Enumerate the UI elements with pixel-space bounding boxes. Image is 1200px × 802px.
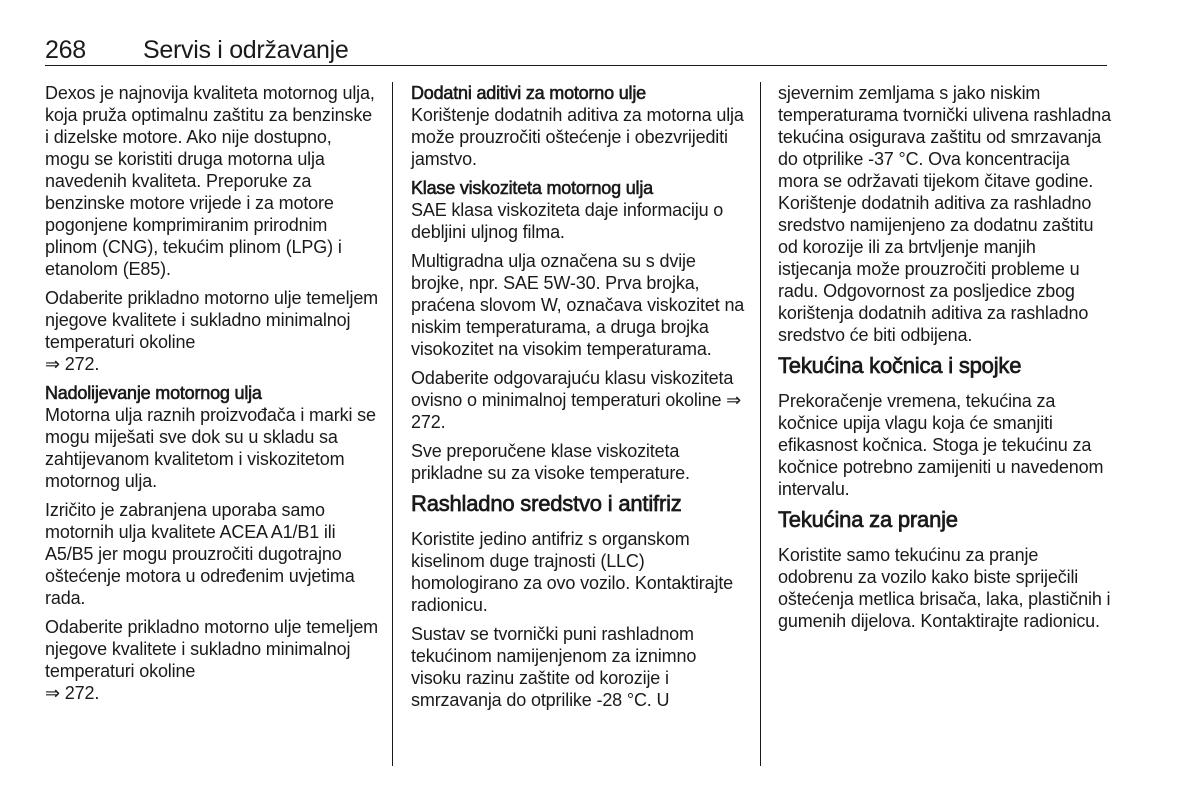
paragraph-northern-countries: sjevernim zemljama s jako niskim temperaturama tvornički ulivena rashladna tekućina osigurava zaštitu od smrzavanja do otprilike -37 °C. Ova koncentracija mora se održavati tijekom čitave godine. Korištenje dodatnih aditiva za rashladno sredstvo namijenjeno za dodatnu zaštitu od korozije ili za brtvljenje manjih istjecanja može prouzročiti probleme u radu. Odgovornost za posljedice zbog korištenja dodatnih aditiva za rashladno sredstvo će biti odbijena. (778, 83, 1112, 345)
column-2 (411, 82, 746, 718)
paragraph-llc: Koristite jedino antifriz s organskom kiselinom duge trajnosti (LLC) homologirano za ovo vozilo. Kontaktirajte radionicu. (411, 529, 734, 615)
column-3 (778, 82, 1113, 639)
paragraph-multigrade: Multigradna ulja označena su s dvije brojke, npr. SAE 5W-30. Prva brojka, praćena slovom W, označava viskozitet na niskim temperaturama, a druga brojka visokozitet na visokim temperaturama. (411, 251, 745, 359)
page-number: 268 (45, 36, 86, 64)
paragraph-high-temp: Sve preporučene klase viskoziteta prikladne su za visoke temperature. (411, 441, 690, 483)
column-divider-2 (760, 82, 761, 766)
page-header (45, 36, 1107, 66)
heading-coolant-antifreeze: Rashladno sredstvo i antifriz (411, 491, 682, 516)
heading-topping-up-oil: Nadolijevanje motornog ulja (45, 383, 262, 403)
paragraph-select-viscosity-text: Odaberite odgovarajuću klasu viskoziteta ovisno o minimalnoj temperaturi okoline (411, 368, 734, 410)
column-divider-1 (392, 82, 393, 766)
heading-oil-additives: Dodatni aditivi za motorno ulje (411, 83, 646, 103)
page-reference-link[interactable]: ⇒ 272. (45, 683, 100, 703)
paragraph-additives: Korištenje dodatnih aditiva za motorna ulja može prouzročiti oštećenje i obezvrijediti jamstvo. (411, 105, 744, 169)
paragraph-select-oil-2 (45, 616, 380, 704)
paragraph-factory-fill: Sustav se tvornički puni rashladnom tekućinom namijenjenom za iznimno visoku razinu zaštite od korozije i smrzavanja do otprilike -28 °C. U (411, 624, 697, 710)
paragraph-washer-fluid: Koristite samo tekućinu za pranje odobrenu za vozilo kako biste spriječili oštećenja metlica brisača, laka, plastičnih i gumenih dijelova. Kontaktirajte radionicu. (778, 545, 1111, 631)
paragraph-brake-fluid: Prekoračenje vremena, tekućina za kočnice upija vlagu koja će smanjiti efikasnost kočnica. Stoga je tekućinu za kočnice potrebno zamijeniti u navedenom intervalu. (778, 391, 1104, 499)
section-title: Servis i održavanje (143, 36, 349, 64)
header-rule (45, 65, 1107, 66)
paragraph-select-oil-2-text: Odaberite prikladno motorno ulje temeljem njegove kvalitete i sukladno minimalnoj temperaturi okoline (45, 617, 379, 681)
heading-washer-fluid: Tekućina za pranje (778, 507, 958, 532)
paragraph-mixing-oils: Motorna ulja raznih proizvođača i marki se mogu miješati sve dok su u skladu sa zahtijevanom kvalitetom i viskozitetom motornog ulja. (45, 405, 376, 491)
page-reference-link[interactable]: ⇒ 272. (411, 390, 742, 432)
column-1 (45, 82, 380, 711)
heading-viscosity-classes: Klase viskoziteta motornog ulja (411, 178, 653, 198)
paragraph-acea-warning: Izričito je zabranjena uporaba samo motornih ulja kvalitete ACEA A1/B1 ili A5/B5 jer mogu prouzročiti dugotrajno oštećenje motora u određenim uvjetima rada. (45, 500, 355, 608)
heading-brake-clutch-fluid: Tekućina kočnica i spojke (778, 353, 1022, 378)
paragraph-select-oil (45, 287, 380, 375)
paragraph-dexos: Dexos je najnovija kvaliteta motornog ulja, koja pruža optimalnu zaštitu za benzinske i dizelske motore. Ako nije dostupno, mogu se koristiti druga motorna ulja navedenih kvaliteta. Preporuke za benzinske motore vrijede i za motore pogonjene komprimiranim prirodnim plinom (CNG), tekućim plinom (LPG) i etanolom (E85). (45, 83, 375, 279)
paragraph-sae: SAE klasa viskoziteta daje informaciju o debljini uljnog filma. (411, 200, 724, 242)
paragraph-select-viscosity (411, 367, 746, 433)
page-reference-link[interactable]: ⇒ 272. (45, 354, 100, 374)
paragraph-select-oil-text: Odaberite prikladno motorno ulje temeljem njegove kvalitete i sukladno minimalnoj temperaturi okoline (45, 288, 379, 352)
